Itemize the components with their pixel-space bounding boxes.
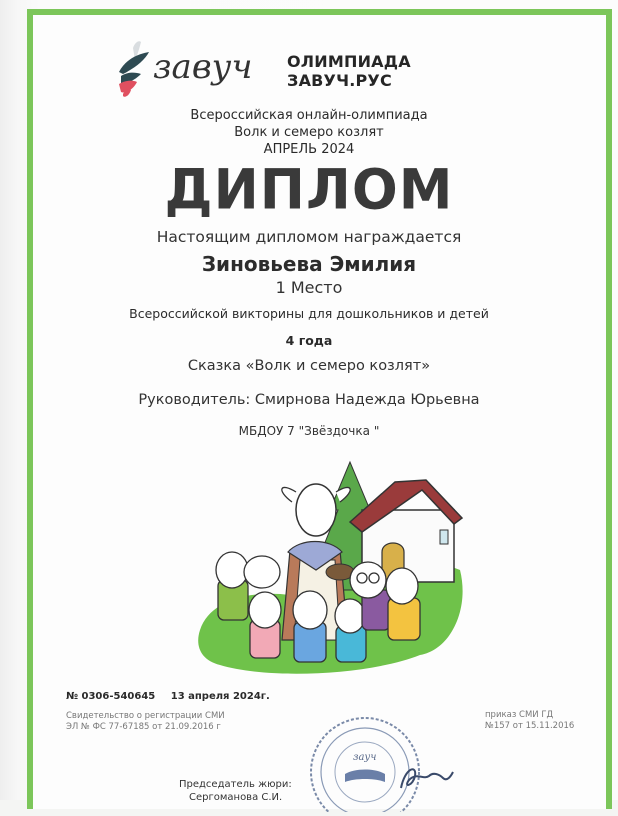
logo-wordmark <box>287 52 411 90</box>
order-line1: приказ СМИ ГД <box>485 710 554 720</box>
chair-name: Сергоманова С.И. <box>189 792 283 803</box>
logo-line1: ОЛИМПИАДА <box>287 52 411 71</box>
svg-text:зауч: зауч <box>353 752 377 763</box>
svg-text:завуч: завуч <box>153 47 253 87</box>
order-line2: №157 от 15.11.2016 <box>485 721 575 731</box>
logo-line2: ЗАВУЧ.РУС <box>287 71 392 90</box>
quiz-text: Всероссийской викторины для дошкольников и детей <box>129 306 489 321</box>
recipient-name: Зиновьева Эмилия <box>201 252 417 276</box>
jury-chair <box>179 778 292 804</box>
goat-illustration <box>190 440 470 680</box>
registration-line2: ЭЛ № ФС 77-67185 от 21.09.2016 г <box>66 722 221 732</box>
age-text: 4 года <box>285 333 333 348</box>
order-info <box>485 710 574 732</box>
tale-text: Сказка «Волк и семеро козлят» <box>187 358 431 374</box>
olympiad-date: АПРЕЛЬ 2024 <box>263 142 355 157</box>
diploma-title: ДИПЛОМ <box>164 157 454 222</box>
chair-label: Председатель жюри: <box>179 779 292 790</box>
media-registration <box>66 711 225 733</box>
diploma-date: 13 апреля 2024г. <box>170 691 270 702</box>
place-text: 1 Место <box>275 278 343 297</box>
leader-text: Руководитель: Смирнова Надежда Юрьевна <box>138 392 480 408</box>
feather-icon <box>115 38 285 106</box>
zavuch-logo <box>115 38 415 106</box>
school-text: МБДОУ 7 "Звёздочка " <box>238 424 380 438</box>
registration-line1: Свидетельство о регистрации СМИ <box>66 711 225 721</box>
olympiad-type: Всероссийская онлайн-олимпиада <box>190 108 428 123</box>
diploma-number-and-date <box>66 691 282 702</box>
diploma-number: № 0306-540645 <box>66 691 156 702</box>
signature <box>395 758 455 802</box>
olympiad-name: Волк и семеро козлят <box>234 125 384 140</box>
award-text: Настоящим дипломом награждается <box>156 228 462 246</box>
